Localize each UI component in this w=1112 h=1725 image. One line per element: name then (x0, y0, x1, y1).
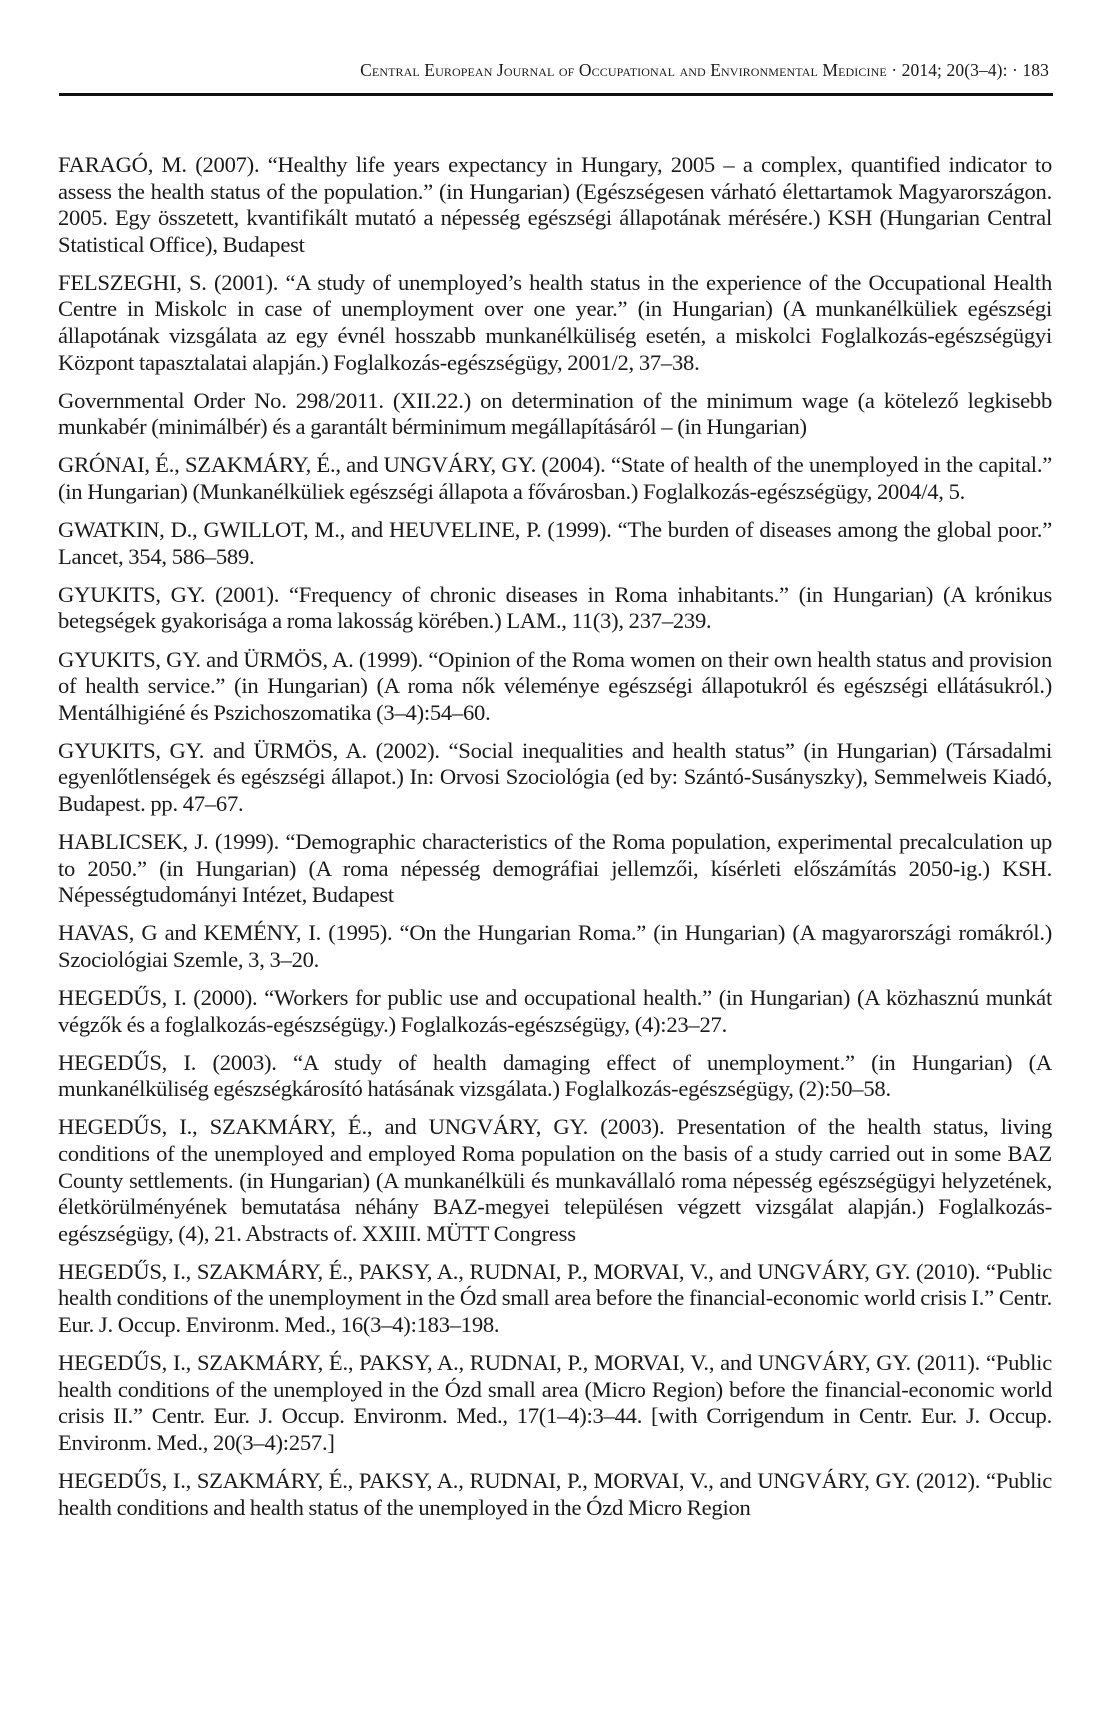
reference-entry: HEGEDŰS, I., SZAKMÁRY, É., PAKSY, A., RUDNAI, P., MORVAI, V., and UNGVÁRY, GY. (2011). “Public health conditions of the unemployed in the Ózd small area (Micro Region) before the financial-economic world crisis II.” Centr. Eur. J. Occup. Environm. Med., 17(1–4):3–44. [with Corrigendum in Centr. Eur. J. Occup. Environm. Med., 20(3–4):257.] (58, 1350, 1052, 1455)
reference-entry: GWATKIN, D., GWILLOT, M., and HEUVELINE, P. (1999). “The burden of diseases among the global poor.” Lancet, 354, 586–589. (58, 517, 1052, 569)
reference-entry: FARAGÓ, M. (2007). “Healthy life years expectancy in Hungary, 2005 – a complex, quantified indicator to assess the health status of the population.” (in Hungarian) (Egészségesen várható élettartamok Magyarországon. 2005. Egy összetett, kvantifikált mutató a népesség egészségi állapotának mérésére.) KSH (Hungarian Central Statistical Office), Budapest (58, 152, 1052, 257)
reference-entry: GRÓNAI, É., SZAKMÁRY, É., and UNGVÁRY, GY. (2004). “State of health of the unemployed in the capital.” (in Hungarian) (Munkanélküliek egészségi állapota a fővárosban.) Foglalkozás-egészségügy, 2004/4, 5. (58, 452, 1052, 505)
running-head (360, 60, 1049, 81)
reference-entry: HAVAS, G and KEMÉNY, I. (1995). “On the Hungarian Roma.” (in Hungarian) (A magyarországi romákról.) Szociológiai Szemle, 3, 3–20. (58, 920, 1052, 972)
reference-entry: FELSZEGHI, S. (2001). “A study of unemployed’s health status in the experience of the Occupational Health Centre in Miskolc in case of unemployment over one year.” (in Hungarian) (A munkanélküliek egészségi állapotának vizsgálata az egy évnél hosszabb munkanélküliség esetén, a miskolci Foglalkozás-egészségügyi Központ tapasztalatai alapján.) Foglalkozás-egészségügy, 2001/2, 37–38. (58, 269, 1052, 375)
reference-entry: GYUKITS, GY. and ÜRMÖS, A. (1999). “Opinion of the Roma women on their own health status and provision of health service.” (in Hungarian) (A roma nők véleménye egészségi állapotukról és egészségi ellátásukról.) Mentálhigiéné és Pszichoszomatika (3–4):54–60. (58, 646, 1052, 725)
reference-entry: Governmental Order No. 298/2011. (XII.22.) on determination of the minimum wage (a kötelező legkisebb munkabér (minimálbér) és a garantált bérminimum megállapításáról – (in Hungarian) (58, 387, 1052, 440)
reference-entry: HEGEDŰS, I., SZAKMÁRY, É., PAKSY, A., RUDNAI, P., MORVAI, V., and UNGVÁRY, GY. (2010). “Public health conditions of the unemployment in the Ózd small area before the financial-economic world crisis I.” Centr. Eur. J. Occup. Environm. Med., 16(3–4):183–198. (58, 1258, 1052, 1338)
reference-entry: HABLICSEK, J. (1999). “Demographic characteristics of the Roma population, experimental precalculation up to 2050.” (in Hungarian) (A roma népesség demográfiai jellemzői, kísérleti előszámítás 2050-ig.) KSH. Népességtudományi Intézet, Budapest (58, 829, 1052, 908)
reference-entry: HEGEDŰS, I. (2003). “A study of health damaging effect of unemployment.” (in Hungarian) (A munkanélküliség egészségkárosító hatásának vizsgálata.) Foglalkozás-egészségügy, (2):50–58. (58, 1049, 1052, 1102)
page-header (59, 58, 1053, 96)
reference-entry: GYUKITS, GY. and ÜRMÖS, A. (2002). “Social inequalities and health status” (in Hungarian) (Társadalmi egyenlőtlenségek és egészségi állapot.) In: Orvosi Szociológia (ed by: Szántó-Susányszky), Semmelweis Kiadó, Budapest. pp. 47–67. (58, 737, 1052, 816)
issue-info: · 2014; 20(3–4): · 183 (891, 60, 1049, 80)
reference-entry: HEGEDŰS, I. (2000). “Workers for public use and occupational health.” (in Hungarian) (A közhasznú munkát végzők és a foglalkozás-egészségügy.) Foglalkozás-egészségügy, (4):23–27. (58, 985, 1052, 1037)
reference-entry: GYUKITS, GY. (2001). “Frequency of chronic diseases in Roma inhabitants.” (in Hungarian) (A krónikus betegségek gyakorisága a roma lakosság körében.) LAM., 11(3), 237–239. (58, 581, 1052, 634)
journal-title: Central European Journal of Occupational and Environmental Medicine (360, 60, 887, 80)
reference-entry: HEGEDŰS, I., SZAKMÁRY, É., and UNGVÁRY, GY. (2003). Presentation of the health status, living conditions of the unemployed and employed Roma population on the basis of a study carried out in some BAZ County settlements. (in Hungarian) (A munkanélküli és munkavállaló roma népesség egészségügyi helyzetének, életkörülményének bemutatása néhány BAZ-megyei településen végzett vizsgálat alapján.) Foglalkozás-egészségügy, (4), 21. Abstracts of. XXIII. MÜTT Congress (58, 1114, 1052, 1246)
reference-entry: HEGEDŰS, I., SZAKMÁRY, É., PAKSY, A., RUDNAI, P., MORVAI, V., and UNGVÁRY, GY. (2012). “Public health conditions and health status of the unemployed in the Ózd Micro Region (58, 1468, 1052, 1520)
reference-list (58, 152, 1052, 1533)
